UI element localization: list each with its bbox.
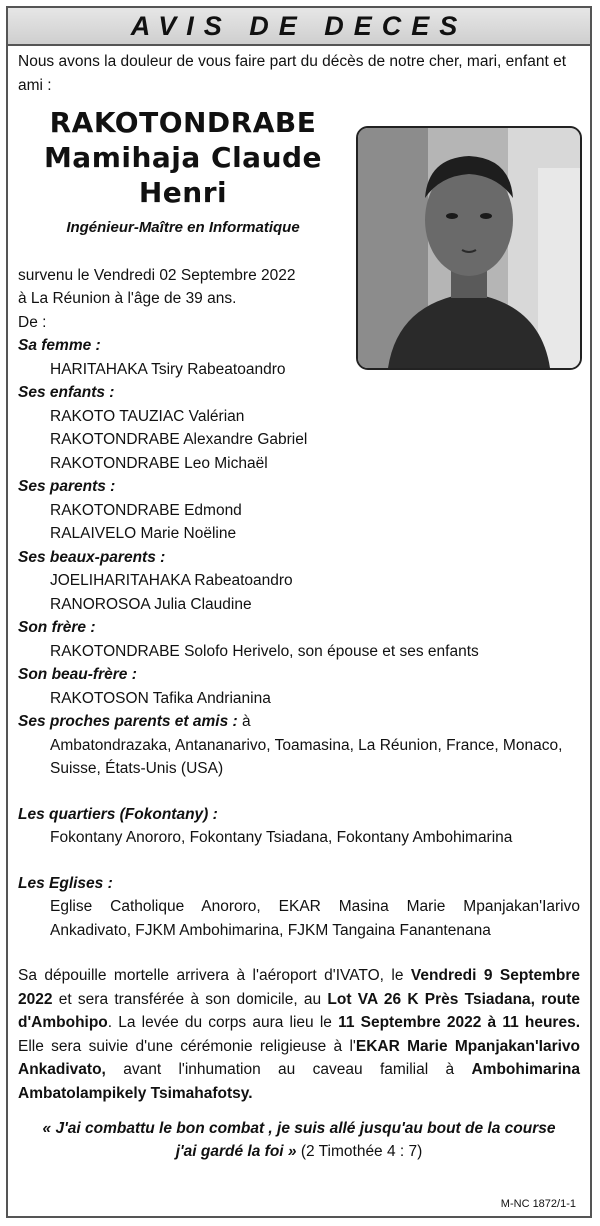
brotherinlaw-name: RAKOTOSON Tafika Andrianina <box>50 689 271 707</box>
wife-label: Sa femme : <box>18 337 101 354</box>
ceremony-datetime: 11 Septembre 2022 à 11 heures. <box>338 1014 580 1031</box>
child-name: RAKOTONDRABE Leo Michaël <box>50 454 268 472</box>
quarters-label: Les quartiers (Fokontany) : <box>18 805 218 823</box>
friends-label: Ses proches parents et amis : <box>18 713 238 730</box>
friends-suffix: à <box>237 713 251 730</box>
bible-quote <box>18 1117 580 1163</box>
brother-label: Son frère : <box>18 619 96 636</box>
child-name: RAKOTONDRABE Alexandre Gabriel <box>50 431 308 448</box>
brotherinlaw-label: Son beau-frère : <box>18 666 137 683</box>
funeral-details <box>18 964 580 1105</box>
burial-place: Ambohimarina Ambatolampikely Tsimahafotsy. <box>18 1061 580 1102</box>
notice-content <box>8 46 590 1163</box>
parents-label: Ses parents : <box>18 478 116 495</box>
arrival-date: Vendredi 9 Septembre 2022 <box>18 967 581 1008</box>
parent-name: RALAIVELO Marie Noëline <box>50 525 237 542</box>
funeral-text: Sa dépouille mortelle arrivera à l'aéroport d'IVATO, le <box>18 967 411 984</box>
churches-label: Les Eglises : <box>18 874 113 892</box>
name-line-2: Mamihaja Claude <box>43 141 323 174</box>
portrait-image <box>358 128 580 368</box>
brother-name: RAKOTONDRABE Solofo Herivelo, son épouse et ses enfants <box>50 642 479 660</box>
de-label: De : <box>18 313 47 331</box>
quote-line-1: « J'ai combattu le bon combat , je suis allé jusqu'au bout de la course <box>42 1120 556 1137</box>
friends-places: Ambatondrazaka, Antananarivo, Toamasina, La Réunion, France, Monaco, Suisse, États-Unis (USA) <box>50 736 563 777</box>
inlaws-label: Ses beaux-parents : <box>18 548 166 566</box>
death-line-2: à La Réunion à l'âge de 39 ans. <box>18 290 237 307</box>
quarters-list: Fokontany Anororo, Fokontany Tsiadana, Fokontany Ambohimarina <box>50 829 513 846</box>
funeral-text: et sera transférée à son domicile, au <box>52 990 328 1008</box>
notice-frame <box>6 6 592 1218</box>
header-title: AVIS DE DECES <box>130 10 468 41</box>
churches-list: Eglise Catholique Anororo, EKAR Masina Marie Mpanjakan'Iarivo Ankadivato, FJKM Ambohimarina, FJKM Tangaina Fanantenana <box>50 898 580 939</box>
name-line-1: RAKOTONDRABE <box>49 106 317 139</box>
reference-code: M-NC 1872/1-1 <box>500 1198 576 1210</box>
parent-name: RAKOTONDRABE Edmond <box>50 501 242 519</box>
inlaw-name: RANOROSOA Julia Claudine <box>50 595 252 613</box>
children-label: Ses enfants : <box>18 384 115 401</box>
friends-heading <box>18 710 580 734</box>
intro-text: Nous avons la douleur de vous faire part du décès de notre cher, mari, enfant et ami : <box>18 53 566 94</box>
quote-line-2: j'ai gardé la foi » <box>175 1143 297 1160</box>
death-line-1: survenu le Vendredi 02 Septembre 2022 <box>18 266 296 284</box>
wife-name: HARITAHAKA Tsiry Rabeatoandro <box>50 360 286 378</box>
deceased-photo <box>356 126 582 370</box>
church-name: EKAR Marie Mpanjakan'Iarivo Ankadivato, <box>18 1037 580 1078</box>
home-address: Lot VA 26 K Près Tsiadana, route d'Ambohipo <box>18 990 580 1031</box>
name-line-3: Henri <box>138 176 228 209</box>
notice-header <box>8 8 590 46</box>
funeral-text: Elle sera suivie d'une cérémonie religieuse à l' <box>18 1037 356 1055</box>
profession: Ingénieur-Maître en Informatique <box>66 219 300 236</box>
funeral-text: avant l'inhumation au caveau familial à <box>105 1061 472 1078</box>
child-name: RAKOTO TAUZIAC Valérian <box>50 407 245 425</box>
inlaw-name: JOELIHARITAHAKA Rabeatoandro <box>50 572 293 589</box>
funeral-text: . La levée du corps aura lieu le <box>107 1014 339 1031</box>
quote-line-2-wrap <box>18 1140 580 1163</box>
deceased-name-block <box>18 105 348 240</box>
quote-reference: (2 Timothée 4 : 7) <box>296 1143 423 1160</box>
